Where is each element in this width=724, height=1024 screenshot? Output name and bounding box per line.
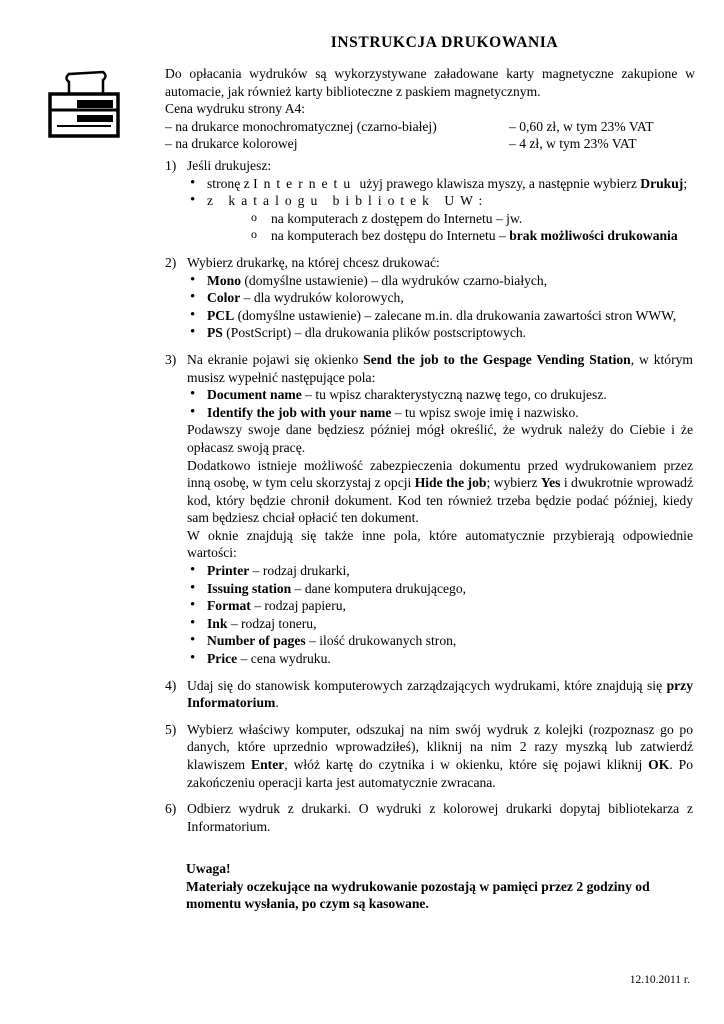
list-item: • Identify the job with your name – tu wpisz swoje imię i nazwisko. [187,404,693,422]
step-3 [165,351,693,668]
printer-icon [47,70,121,140]
price-row-mono [165,118,695,136]
step-5 [165,721,693,791]
list-item: • stronę z Internetu użyj prawego klawisza myszy, a następnie wybierz Drukuj; [187,175,693,193]
step-text: Udaj się do stanowisk komputerowych zarządzających wydrukami, które znajdują się przy Informatorium. [187,677,693,711]
step-number: 4) [165,677,177,693]
list-item: • Printer – rodzaj drukarki, [187,562,693,580]
bullet-list [187,272,693,342]
intro-text: Do opłacania wydruków są wykorzystywane załadowane karty magnetyczne zakupione w automacie, jak również karty biblioteczne z paskiem magnetycznym. [165,66,695,99]
price-label: – na drukarce kolorowej [165,136,298,152]
list-item: • Mono (domyślne ustawienie) – dla wydruków czarno-białych, [187,272,693,290]
fields-list [187,562,693,668]
list-item: • Color – dla wydruków kolorowych, [187,289,693,307]
note-heading: Uwaga! [186,861,231,876]
steps-list [165,157,693,844]
step-1 [165,157,693,245]
step-number: 2) [165,254,177,270]
list-item: • Ink – rodzaj toneru, [187,615,693,633]
sub-list [187,210,693,245]
step-2 [165,254,693,342]
sub-item: o na komputerach bez dostępu do Internetu – brak możliwości drukowania [251,227,693,245]
step-text: Wybierz drukarkę, na której chcesz drukować: [187,254,440,270]
step-6 [165,800,693,835]
list-item: • Format – rodzaj papieru, [187,597,693,615]
step-text: Jeśli drukujesz: [187,158,272,173]
intro-section [165,65,695,153]
step-text: Odbierz wydruk z drukarki. O wydruki z kolorowej drukarki dopytaj bibliotekarza z Informatorium. [187,801,693,834]
paragraph: Podawszy swoje dane będziesz później mógł określić, że wydruk należy do Ciebie i że opłacasz swoją pracę. [187,422,693,455]
step-text: Na ekranie pojawi się okienko Send the job to the Gespage Vending Station, w którym musisz wypełnić następujące pola: [187,351,693,385]
price-value: – 0,60 zł, w tym 23% VAT [509,118,654,134]
paragraph: W oknie znajdują się także inne pola, które automatycznie przybierają odpowiednie wartości: [187,527,693,561]
step-4 [165,677,693,712]
document-date: 12.10.2011 r. [629,974,690,986]
list-item: • z katalogu bibliotek UW: [187,192,693,210]
list-item: • Issuing station – dane komputera drukującego, [187,580,693,598]
price-value: – 4 zł, w tym 23% VAT [509,136,637,152]
bullet-list [187,175,693,210]
paragraph: Dodatkowo istnieje możliwość zabezpieczenia dokumentu przed wydrukowaniem przez inną osobę, w tym celu skorzystaj z opcji Hide the job; wybierz Yes i dwukrotnie wprowadź kod, który będzie chronił dokument. Kod ten również trzeba będzie podać później, kiedy sam będziesz chciał opłacić ten dokument. [187,457,693,526]
step-text: Wybierz właściwy komputer, odszukaj na nim swój wydruk z kolejki (rozpoznasz go po danych, które uprzednio wprowadziłeś), kliknij na nim 2 razy myszką lub zatwierdź klawiszem Enter, włóż kartę do czytnika i w okienku, które się pojawi kliknij OK. Po zakończeniu operacji karta jest automatycznie zwracana. [187,721,693,790]
step-number: 1) [165,158,177,173]
list-item: • Number of pages – ilość drukowanych stron, [187,632,693,650]
bullet-list [187,386,693,421]
page-title: INSTRUKCJA DRUKOWANIA [330,34,559,51]
step-number: 5) [165,721,177,737]
list-item: • Document name – tu wpisz charakterystyczną nazwę tego, co drukujesz. [187,386,693,404]
price-row-color [165,135,695,153]
list-item: • Price – cena wydruku. [187,650,693,668]
price-label: – na drukarce monochromatycznej (czarno-białej) [165,118,437,134]
step-number: 3) [165,351,177,367]
sub-item: o na komputerach z dostępem do Internetu – jw. [251,210,693,228]
note-box [186,860,696,913]
step-number: 6) [165,801,177,817]
price-heading: Cena wydruku strony A4: [165,101,306,117]
list-item: • PCL (domyślne ustawienie) – zalecane m.in. dla drukowania zawartości stron WWW, [187,307,693,325]
note-text: Materiały oczekujące na wydrukowanie pozostają w pamięci przez 2 godziny od momentu wysłania, po czym są kasowane. [186,878,650,912]
list-item: • PS (PostScript) – dla drukowania plików postscriptowych. [187,324,693,342]
